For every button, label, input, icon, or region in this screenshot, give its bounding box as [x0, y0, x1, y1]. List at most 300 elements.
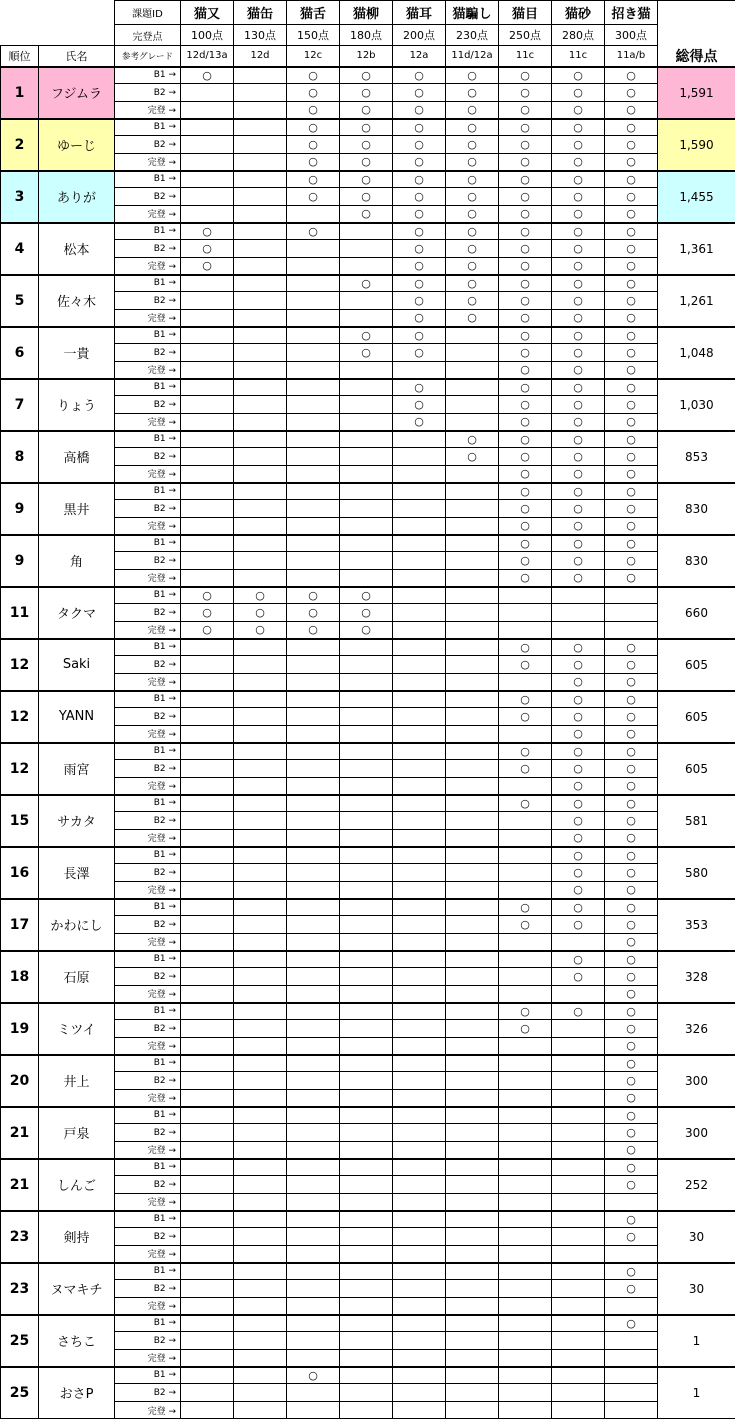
- result-cell: ○: [499, 552, 552, 570]
- result-cell: [234, 500, 287, 518]
- problem-name: 猫目: [499, 1, 552, 25]
- player-row-b1: [1, 275, 735, 292]
- result-cell: [287, 1228, 340, 1246]
- player-total: 581: [658, 795, 735, 847]
- result-cell: [446, 1072, 499, 1090]
- result-cell: ○: [340, 119, 393, 136]
- result-cell: ○: [181, 587, 234, 604]
- result-cell: [234, 1142, 287, 1159]
- player-total: 1,455: [658, 171, 735, 223]
- attempt-label: 完登 →: [115, 102, 181, 119]
- header-row-problem-id: [1, 1, 735, 25]
- result-cell: ○: [605, 171, 658, 188]
- result-cell: [552, 1263, 605, 1280]
- result-cell: [393, 916, 446, 934]
- result-cell: [446, 1003, 499, 1020]
- result-cell: ○: [605, 310, 658, 327]
- result-cell: [340, 1298, 393, 1315]
- result-cell: [446, 466, 499, 483]
- result-cell: [446, 1402, 499, 1419]
- result-cell: [446, 500, 499, 518]
- attempt-label: B2 →: [115, 1072, 181, 1090]
- result-cell: ○: [605, 223, 658, 240]
- result-cell: ○: [605, 830, 658, 847]
- result-cell: [393, 674, 446, 691]
- result-cell: [499, 882, 552, 899]
- result-cell: ○: [287, 136, 340, 154]
- result-cell: [340, 708, 393, 726]
- result-cell: [340, 812, 393, 830]
- result-cell: [446, 570, 499, 587]
- attempt-label: B1 →: [115, 535, 181, 552]
- result-cell: [552, 1228, 605, 1246]
- result-cell: [181, 414, 234, 431]
- result-cell: [234, 691, 287, 708]
- result-cell: [181, 1384, 234, 1402]
- player-name: かわにし: [39, 899, 115, 951]
- player-total: 830: [658, 535, 735, 587]
- result-cell: [287, 483, 340, 500]
- result-cell: [499, 951, 552, 968]
- result-cell: [446, 968, 499, 986]
- result-cell: [287, 1176, 340, 1194]
- result-cell: [340, 500, 393, 518]
- result-cell: [234, 1263, 287, 1280]
- player-rank: 12: [1, 691, 39, 743]
- result-cell: ○: [499, 344, 552, 362]
- result-cell: [552, 1332, 605, 1350]
- result-cell: [499, 864, 552, 882]
- result-cell: ○: [605, 812, 658, 830]
- result-cell: ○: [446, 102, 499, 119]
- player-rank: 11: [1, 587, 39, 639]
- result-cell: ○: [605, 275, 658, 292]
- result-cell: [234, 1280, 287, 1298]
- player-name: 角: [39, 535, 115, 587]
- player-row-b1: [1, 171, 735, 188]
- result-cell: [287, 691, 340, 708]
- result-cell: [446, 1246, 499, 1263]
- result-cell: [234, 934, 287, 951]
- result-cell: [234, 570, 287, 587]
- result-cell: [287, 1020, 340, 1038]
- result-cell: [181, 639, 234, 656]
- result-cell: [287, 344, 340, 362]
- attempt-label: B1 →: [115, 171, 181, 188]
- player-rank: 23: [1, 1263, 39, 1315]
- result-cell: [287, 1280, 340, 1298]
- player-name: おさP: [39, 1367, 115, 1419]
- result-cell: [234, 535, 287, 552]
- result-cell: [552, 1350, 605, 1367]
- result-cell: [446, 934, 499, 951]
- player-name: 佐々木: [39, 275, 115, 327]
- result-cell: [552, 1315, 605, 1332]
- attempt-label: B2 →: [115, 240, 181, 258]
- result-cell: [340, 1246, 393, 1263]
- result-cell: [340, 916, 393, 934]
- result-cell: ○: [552, 206, 605, 223]
- result-cell: [181, 136, 234, 154]
- result-cell: [446, 327, 499, 344]
- result-cell: [340, 899, 393, 916]
- result-cell: ○: [605, 414, 658, 431]
- player-total: 353: [658, 899, 735, 951]
- result-cell: [446, 691, 499, 708]
- result-cell: ○: [605, 500, 658, 518]
- result-cell: [552, 1107, 605, 1124]
- result-cell: ○: [446, 206, 499, 223]
- result-cell: [340, 448, 393, 466]
- result-cell: ○: [499, 656, 552, 674]
- result-cell: ○: [499, 708, 552, 726]
- result-cell: [181, 292, 234, 310]
- result-cell: ○: [605, 1159, 658, 1176]
- player-row-b1: [1, 1055, 735, 1072]
- result-cell: [552, 1142, 605, 1159]
- result-cell: ○: [552, 899, 605, 916]
- result-cell: [499, 1246, 552, 1263]
- result-cell: ○: [552, 570, 605, 587]
- attempt-label: B1 →: [115, 1367, 181, 1384]
- player-rank: 25: [1, 1315, 39, 1367]
- result-cell: [552, 1402, 605, 1419]
- result-cell: ○: [499, 292, 552, 310]
- result-cell: [393, 1298, 446, 1315]
- result-cell: [181, 206, 234, 223]
- problem-points: 150点: [287, 25, 340, 46]
- attempt-label: B1 →: [115, 67, 181, 84]
- attempt-label: 完登 →: [115, 1038, 181, 1055]
- attempt-label: B2 →: [115, 448, 181, 466]
- result-cell: ○: [499, 188, 552, 206]
- result-cell: [181, 1159, 234, 1176]
- total-header: 総得点: [658, 46, 735, 67]
- result-cell: [340, 951, 393, 968]
- result-cell: ○: [552, 223, 605, 240]
- result-cell: [552, 1176, 605, 1194]
- result-cell: [181, 448, 234, 466]
- result-cell: [552, 1090, 605, 1107]
- name-header: 氏名: [39, 46, 115, 67]
- result-cell: ○: [605, 102, 658, 119]
- player-total: 1: [658, 1367, 735, 1419]
- result-cell: [552, 1020, 605, 1038]
- result-cell: [234, 743, 287, 760]
- result-cell: [234, 84, 287, 102]
- result-cell: [393, 1055, 446, 1072]
- player-name: 戸泉: [39, 1107, 115, 1159]
- attempt-label: B2 →: [115, 292, 181, 310]
- result-cell: ○: [552, 674, 605, 691]
- header-blank: [39, 25, 115, 46]
- result-cell: [234, 899, 287, 916]
- result-cell: [181, 656, 234, 674]
- result-cell: ○: [499, 275, 552, 292]
- result-cell: ○: [393, 414, 446, 431]
- player-rank: 12: [1, 743, 39, 795]
- result-cell: [234, 830, 287, 847]
- result-cell: ○: [605, 743, 658, 760]
- result-cell: [287, 830, 340, 847]
- result-cell: ○: [446, 310, 499, 327]
- attempt-label: 完登 →: [115, 778, 181, 795]
- result-cell: [181, 1194, 234, 1211]
- result-cell: ○: [605, 1211, 658, 1228]
- result-cell: ○: [393, 379, 446, 396]
- result-cell: [340, 691, 393, 708]
- result-cell: [499, 1072, 552, 1090]
- player-rank: 9: [1, 535, 39, 587]
- result-cell: [340, 639, 393, 656]
- result-cell: [181, 154, 234, 171]
- result-cell: [287, 535, 340, 552]
- result-cell: ○: [234, 587, 287, 604]
- player-rank: 21: [1, 1159, 39, 1211]
- result-cell: ○: [499, 899, 552, 916]
- attempt-label: 完登 →: [115, 154, 181, 171]
- result-cell: [234, 240, 287, 258]
- result-cell: [181, 847, 234, 864]
- player-name: Saki: [39, 639, 115, 691]
- player-rank: 17: [1, 899, 39, 951]
- result-cell: [340, 518, 393, 535]
- result-cell: ○: [552, 847, 605, 864]
- result-cell: [446, 604, 499, 622]
- attempt-label: B1 →: [115, 119, 181, 136]
- result-cell: [446, 674, 499, 691]
- result-cell: ○: [552, 708, 605, 726]
- result-cell: ○: [499, 119, 552, 136]
- attempt-label: 完登 →: [115, 310, 181, 327]
- result-cell: [393, 431, 446, 448]
- player-total: 1: [658, 1315, 735, 1367]
- problem-grade: 11c: [552, 46, 605, 67]
- player-name: フジムラ: [39, 67, 115, 119]
- result-cell: [181, 899, 234, 916]
- result-cell: [446, 743, 499, 760]
- problem-grade: 12c: [287, 46, 340, 67]
- result-cell: ○: [499, 570, 552, 587]
- player-rank: 15: [1, 795, 39, 847]
- player-name: 長澤: [39, 847, 115, 899]
- result-cell: [234, 1332, 287, 1350]
- player-row-b1: [1, 847, 735, 864]
- attempt-label: 完登 →: [115, 934, 181, 951]
- result-cell: [499, 726, 552, 743]
- attempt-label: 完登 →: [115, 1090, 181, 1107]
- result-cell: [393, 864, 446, 882]
- result-cell: [340, 396, 393, 414]
- result-cell: [340, 726, 393, 743]
- result-cell: ○: [340, 604, 393, 622]
- result-cell: ○: [605, 847, 658, 864]
- result-cell: ○: [605, 84, 658, 102]
- result-cell: ○: [446, 84, 499, 102]
- attempt-label: B1 →: [115, 483, 181, 500]
- result-cell: [234, 708, 287, 726]
- result-cell: [234, 119, 287, 136]
- result-cell: [287, 431, 340, 448]
- result-cell: [605, 587, 658, 604]
- problem-grade: 11d/12a: [446, 46, 499, 67]
- result-cell: [287, 708, 340, 726]
- result-cell: [181, 864, 234, 882]
- result-cell: [340, 466, 393, 483]
- result-cell: [340, 847, 393, 864]
- result-cell: [287, 1211, 340, 1228]
- result-cell: [287, 448, 340, 466]
- result-cell: [446, 1124, 499, 1142]
- result-cell: [393, 570, 446, 587]
- result-cell: [446, 1055, 499, 1072]
- result-cell: [499, 812, 552, 830]
- result-cell: ○: [605, 639, 658, 656]
- result-cell: [181, 1280, 234, 1298]
- player-row-b1: [1, 1367, 735, 1384]
- result-cell: [340, 1402, 393, 1419]
- result-cell: [499, 1142, 552, 1159]
- result-cell: [287, 292, 340, 310]
- result-cell: [234, 188, 287, 206]
- attempt-label: 完登 →: [115, 1194, 181, 1211]
- problem-grade: 11c: [499, 46, 552, 67]
- player-total: 830: [658, 483, 735, 535]
- result-cell: ○: [446, 154, 499, 171]
- result-cell: [181, 986, 234, 1003]
- result-cell: ○: [552, 535, 605, 552]
- attempt-label: B2 →: [115, 84, 181, 102]
- result-cell: ○: [287, 188, 340, 206]
- result-cell: ○: [605, 483, 658, 500]
- result-cell: ○: [499, 1020, 552, 1038]
- player-total: 580: [658, 847, 735, 899]
- result-cell: [446, 414, 499, 431]
- result-cell: [446, 986, 499, 1003]
- result-cell: [287, 414, 340, 431]
- result-cell: [446, 1315, 499, 1332]
- result-cell: ○: [605, 1315, 658, 1332]
- result-cell: [499, 986, 552, 1003]
- result-cell: [340, 968, 393, 986]
- result-cell: [446, 379, 499, 396]
- result-cell: [234, 986, 287, 1003]
- result-cell: ○: [605, 67, 658, 84]
- result-cell: [287, 240, 340, 258]
- player-row-b1: [1, 431, 735, 448]
- result-cell: [446, 812, 499, 830]
- result-cell: ○: [287, 604, 340, 622]
- result-cell: [340, 934, 393, 951]
- result-cell: ○: [499, 916, 552, 934]
- result-cell: [287, 1194, 340, 1211]
- attempt-label: 完登 →: [115, 1350, 181, 1367]
- result-cell: [393, 1367, 446, 1384]
- result-cell: ○: [446, 292, 499, 310]
- result-cell: ○: [552, 812, 605, 830]
- result-cell: [393, 639, 446, 656]
- result-cell: ○: [605, 570, 658, 587]
- result-cell: [181, 552, 234, 570]
- problem-points: 300点: [605, 25, 658, 46]
- result-cell: [340, 1159, 393, 1176]
- result-cell: [340, 1332, 393, 1350]
- player-total: 605: [658, 743, 735, 795]
- result-cell: [393, 899, 446, 916]
- result-cell: [234, 310, 287, 327]
- result-cell: [393, 587, 446, 604]
- player-row-b1: [1, 67, 735, 84]
- result-cell: [393, 986, 446, 1003]
- attempt-label: B2 →: [115, 136, 181, 154]
- result-cell: [181, 431, 234, 448]
- result-cell: ○: [552, 968, 605, 986]
- result-cell: ○: [499, 379, 552, 396]
- result-cell: ○: [552, 240, 605, 258]
- result-cell: [499, 1124, 552, 1142]
- result-cell: [287, 916, 340, 934]
- result-cell: [181, 1142, 234, 1159]
- attempt-label: B2 →: [115, 864, 181, 882]
- attempt-label: B1 →: [115, 1263, 181, 1280]
- result-cell: ○: [605, 760, 658, 778]
- result-cell: [340, 552, 393, 570]
- player-rank: 3: [1, 171, 39, 223]
- result-cell: [446, 1020, 499, 1038]
- attempt-label: B2 →: [115, 1020, 181, 1038]
- problem-name: 猫耳: [393, 1, 446, 25]
- result-cell: [393, 483, 446, 500]
- result-cell: ○: [340, 136, 393, 154]
- result-cell: ○: [181, 67, 234, 84]
- problem-name: 猫又: [181, 1, 234, 25]
- header-blank-total: [658, 1, 735, 46]
- player-rank: 2: [1, 119, 39, 171]
- attempt-label: 完登 →: [115, 414, 181, 431]
- result-cell: ○: [605, 362, 658, 379]
- result-cell: [234, 968, 287, 986]
- result-cell: [287, 1142, 340, 1159]
- result-cell: [393, 1142, 446, 1159]
- result-cell: [393, 1072, 446, 1090]
- result-cell: ○: [552, 726, 605, 743]
- attempt-label: B2 →: [115, 552, 181, 570]
- result-cell: [287, 396, 340, 414]
- result-cell: [181, 1211, 234, 1228]
- player-row-b1: [1, 1159, 735, 1176]
- player-row-b1: [1, 1263, 735, 1280]
- result-cell: ○: [393, 188, 446, 206]
- attempt-label: 完登 →: [115, 1142, 181, 1159]
- result-cell: [393, 1228, 446, 1246]
- result-cell: ○: [605, 535, 658, 552]
- result-cell: [393, 951, 446, 968]
- result-cell: ○: [499, 240, 552, 258]
- result-cell: [340, 1107, 393, 1124]
- result-cell: ○: [499, 518, 552, 535]
- result-cell: [234, 258, 287, 275]
- result-cell: [234, 1350, 287, 1367]
- result-cell: [181, 570, 234, 587]
- result-cell: [181, 327, 234, 344]
- result-cell: [181, 968, 234, 986]
- result-cell: [552, 1038, 605, 1055]
- result-cell: ○: [552, 656, 605, 674]
- result-cell: ○: [605, 292, 658, 310]
- result-cell: [393, 604, 446, 622]
- result-cell: [287, 778, 340, 795]
- player-row-b1: [1, 223, 735, 240]
